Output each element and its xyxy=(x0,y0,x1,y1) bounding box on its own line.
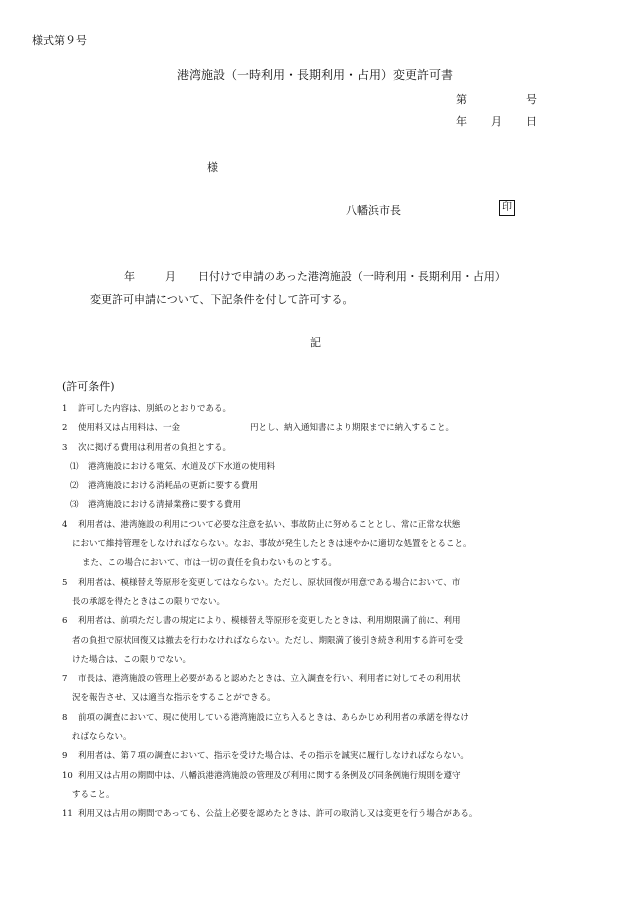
condition-4: 4 利用者は、港湾施設の利用について必要な注意を払い、事故防止に努めることとし、常に正常な状態 xyxy=(62,519,461,530)
condition-1: 1 許可した内容は、別紙のとおりである。 xyxy=(62,404,232,414)
document-title: 港湾施設（一時利用・長期利用・占用）変更許可書 xyxy=(176,68,453,82)
intro-line-1 xyxy=(124,268,506,284)
condition-8-continuation: ればならない。 xyxy=(72,732,132,743)
condition-7-continuation: 況を報告させ、又は適当な指示をすることができる。 xyxy=(72,693,276,704)
condition-10-continuation: すること。 xyxy=(72,789,115,800)
condition-9: 9 利用者は、第７項の調査において、指示を受けた場合は、その指示を誠実に履行しなければならない。 xyxy=(62,751,469,762)
condition-3-item: ⑵ 港湾施設における消耗品の更新に要する費用 xyxy=(70,481,259,492)
seal-mark: 印 xyxy=(499,200,515,216)
intro-year: 年 xyxy=(124,270,135,283)
condition-4-continuation: また、この場合において、市は一切の責任を負わないものとする。 xyxy=(82,558,337,569)
intro-line-1-text: 日付けで申請のあった港湾施設（一時利用・長期利用・占用） xyxy=(198,270,506,283)
ki-heading: 記 xyxy=(310,336,321,349)
condition-7: 7 市長は、港湾施設の管理上必要があると認めたときは、立入調査を行い、利用者に対してその利用状 xyxy=(62,674,461,685)
condition-3: 3 次に掲げる費用は利用者の負担とする。 xyxy=(62,442,232,453)
addressee-suffix: 様 xyxy=(207,161,218,174)
condition-6-continuation: 者の負担で原状回復又は撤去を行わなければならない。ただし、期限満了後引き続き利用する許可を受 xyxy=(72,635,464,646)
conditions-list xyxy=(62,400,477,825)
date-month-label: 月 xyxy=(491,115,502,128)
number-dai-label: 第 xyxy=(456,93,467,106)
number-go-label: 号 xyxy=(526,93,537,106)
condition-2: 2 使用料又は占用料は、一金 円とし、納入通知書により期限までに納入すること。 xyxy=(62,423,455,434)
condition-8: 8 前項の調査において、現に使用している港湾施設に立ち入るときは、あらかじめ利用者の承諾を得なけ xyxy=(62,712,469,723)
conditions-title: (許可条件) xyxy=(62,380,115,393)
form-number: 様式第９号 xyxy=(32,34,87,47)
intro-line-2: 変更許可申請について、下記条件を付して許可する。 xyxy=(90,293,354,306)
date-day-label: 日 xyxy=(526,115,537,128)
condition-5-continuation: 長の承認を得たときはこの限りでない。 xyxy=(72,596,226,607)
condition-6: 6 利用者は、前項ただし書の規定により、模様替え等原形を変更したときは、利用期限満了前に、利用 xyxy=(62,616,461,627)
condition-10: 10 利用又は占用の期間中は、八幡浜港港湾施設の管理及び利用に関する条例及び同条例施行規則を遵守 xyxy=(62,770,461,781)
condition-6-continuation: けた場合は、この限りでない。 xyxy=(72,654,192,665)
condition-5: 5 利用者は、模様替え等原形を変更してはならない。ただし、原状回復が用意である場合において、市 xyxy=(62,577,461,588)
condition-3-item: ⑶ 港湾施設における清掃業務に要する費用 xyxy=(70,500,242,511)
condition-11: 11 利用又は占用の期間であっても、公益上必要を認めたときは、許可の取消し又は変更を行う場合がある。 xyxy=(62,809,478,820)
condition-3-item: ⑴ 港湾施設における電気、水道及び下水道の使用料 xyxy=(70,461,276,472)
intro-month: 月 xyxy=(165,270,176,283)
condition-4-continuation: において維持管理をしなければならない。なお、事故が発生したときは速やかに適切な処置をとること。 xyxy=(72,539,472,550)
issuer-name: 八幡浜市長 xyxy=(346,204,401,217)
date-year-label: 年 xyxy=(456,115,467,128)
